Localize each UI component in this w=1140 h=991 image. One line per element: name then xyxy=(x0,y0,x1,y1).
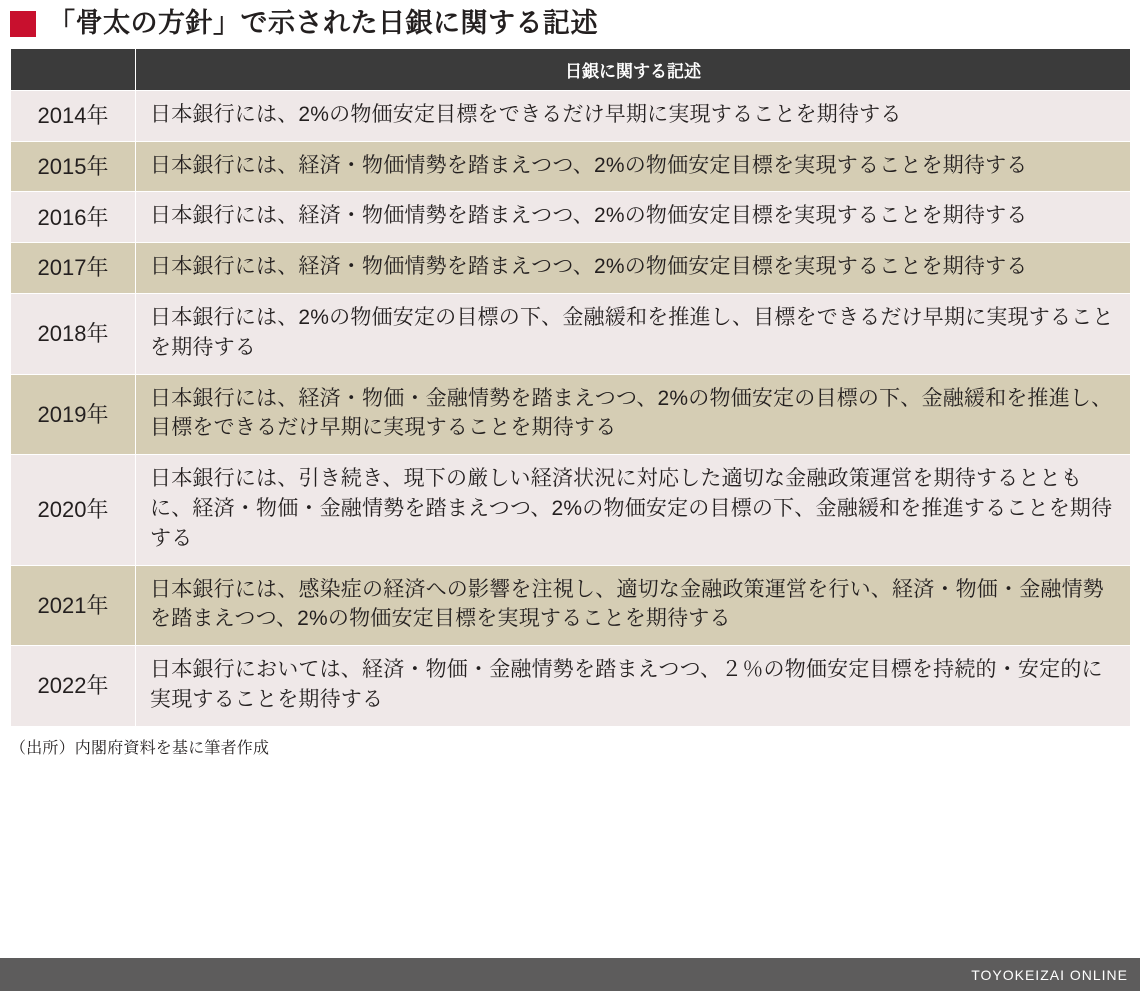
cell-description: 日本銀行には、2%の物価安定目標をできるだけ早期に実現することを期待する xyxy=(136,90,1131,141)
brand-label: TOYOKEIZAI ONLINE xyxy=(971,966,1128,983)
cell-description: 日本銀行には、感染症の経済への影響を注視し、適切な金融政策運営を行い、経済・物価・金融情勢を踏まえつつ、2%の物価安定目標を実現することを期待する xyxy=(136,565,1131,646)
table-header-row xyxy=(11,48,1131,90)
table-row xyxy=(11,455,1131,565)
red-square-icon xyxy=(10,11,36,37)
table-container xyxy=(0,48,1140,727)
cell-year: 2021年 xyxy=(11,565,136,646)
column-header-year xyxy=(11,48,136,90)
table-row xyxy=(11,646,1131,727)
cell-year: 2022年 xyxy=(11,646,136,727)
cell-year: 2014年 xyxy=(11,90,136,141)
cell-year: 2017年 xyxy=(11,243,136,294)
cell-year: 2018年 xyxy=(11,293,136,374)
footer-bar xyxy=(0,958,1140,991)
cell-description: 日本銀行には、経済・物価情勢を踏まえつつ、2%の物価安定目標を実現することを期待する xyxy=(136,192,1131,243)
cell-description: 日本銀行には、2%の物価安定の目標の下、金融緩和を推進し、目標をできるだけ早期に実現することを期待する xyxy=(136,293,1131,374)
cell-description: 日本銀行には、引き続き、現下の厳しい経済状況に対応した適切な金融政策運営を期待するとともに、経済・物価・金融情勢を踏まえつつ、2%の物価安定の目標の下、金融緩和を推進することを期待する xyxy=(136,455,1131,565)
table-row xyxy=(11,141,1131,192)
table-row xyxy=(11,293,1131,374)
cell-description: 日本銀行には、経済・物価・金融情勢を踏まえつつ、2%の物価安定の目標の下、金融緩和を推進し、目標をできるだけ早期に実現することを期待する xyxy=(136,374,1131,455)
cell-year: 2019年 xyxy=(11,374,136,455)
table-row xyxy=(11,90,1131,141)
table-head xyxy=(11,48,1131,90)
cell-description: 日本銀行には、経済・物価情勢を踏まえつつ、2%の物価安定目標を実現することを期待する xyxy=(136,141,1131,192)
page-title: 「骨太の方針」で示された日銀に関する記述 xyxy=(48,8,598,38)
column-header-description: 日銀に関する記述 xyxy=(136,48,1131,90)
table-row xyxy=(11,374,1131,455)
source-note: （出所）内閣府資料を基に筆者作成 xyxy=(10,739,270,757)
table-body xyxy=(11,90,1131,726)
cell-year: 2015年 xyxy=(11,141,136,192)
cell-description: 日本銀行には、経済・物価情勢を踏まえつつ、2%の物価安定目標を実現することを期待する xyxy=(136,243,1131,294)
table-row xyxy=(11,565,1131,646)
cell-year: 2016年 xyxy=(11,192,136,243)
table-row xyxy=(11,243,1131,294)
title-row xyxy=(0,0,1140,48)
cell-description: 日本銀行においては、経済・物価・金融情勢を踏まえつつ、２％の物価安定目標を持続的・安定的に実現することを期待する xyxy=(136,646,1131,727)
table-row xyxy=(11,192,1131,243)
cell-year: 2020年 xyxy=(11,455,136,565)
boj-statements-table xyxy=(10,48,1131,727)
